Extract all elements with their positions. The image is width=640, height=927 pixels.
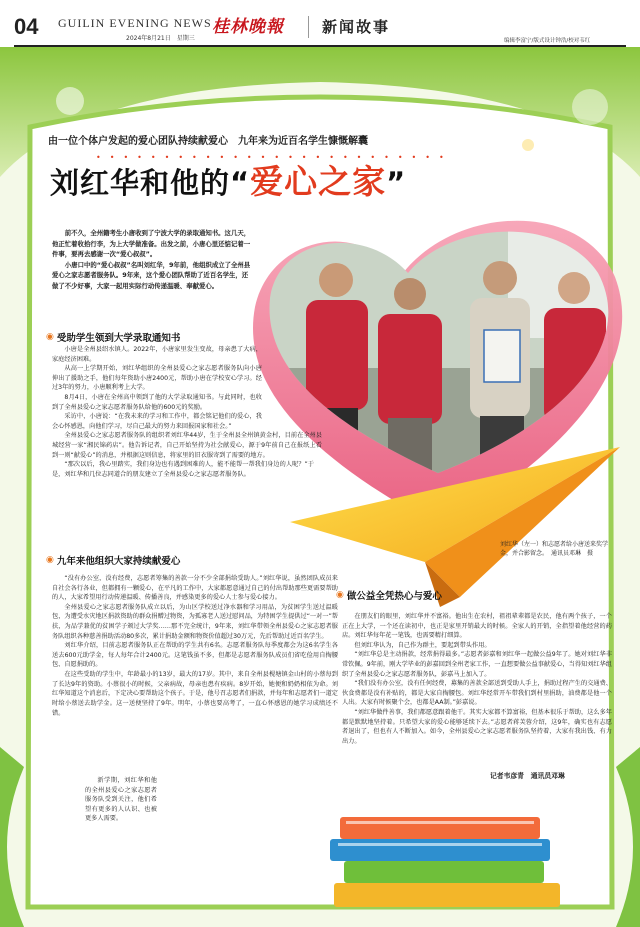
- body-paragraph: 8月4日，小唐在全州高中领到了他的大学录取通知书。与此同时，也收到了全州县爱心之家志愿者服务队给他的600元的奖励。: [52, 394, 262, 411]
- bullet-icon: ◉: [46, 332, 54, 342]
- article-lead: [52, 228, 252, 291]
- article-kicker: 由一位个体户发起的爱心团队持续献爱心 九年来为近百名学生慷慨解囊: [48, 136, 368, 147]
- section1-body: [52, 345, 322, 480]
- body-paragraph: 在朋友们的眼里，刘红华并不富裕。他出生在农村，祖祖辈辈都是农民，他有两个孩子，一个正在上大学，一个还在读初中，也正是家里开销最大的时候。全家人的开销，全指望着他经营的药店。刘红华每年花一笔钱，也需要精打细算。: [342, 613, 612, 640]
- body-paragraph: 全州县爱心之家志愿者服务队的组织者刘红华44岁，生于全州县全州镇黄金村，目前在全州县城经营一家“湘民锦药店”。他告诉记者，自己开始坚持为社会献爱心，源于9年前自己在报纸上看到一则“献爱心”的消息，并根据这则信息，将家里的旧衣服寄到了需要的地方。: [52, 432, 322, 459]
- section3-heading: [336, 588, 442, 602]
- title-prefix: 刘红华和他的“: [50, 166, 251, 200]
- section2-heading: [46, 553, 180, 567]
- body-paragraph: 在这些受助的学生中，年龄最小的13岁，最大的17岁。其中，来自全州县枧塘镇金山村的小蔡每到了长达9年的资助。小蔡很小的时候，父亲病故，母亲也患有疾病。8岁开始，她便和奶奶相依为命。刘红华知道这个消息后，下定决心要帮助这个孩子。于是，他号召志愿者们捐款，并每年和志愿者们一道定时给小蔡送去助学金。这一送便坚持了9年。明年，小蔡也要高考了，一直心怀感恩的她学习成绩还不错。: [52, 671, 338, 717]
- paper-logo: 桂林晚報: [212, 17, 284, 37]
- body-paragraph: 小唐是全州县绍水镇人。2022年，小唐家里发生变故，母亲患了大病，家庭经济困难。: [52, 346, 262, 363]
- issue-date: 2024年8月21日 星期三: [126, 35, 195, 42]
- body-paragraph: “我们没有办公室，没有任何经费，募集的善款全部送到受助人手上，捐助过程产生的交通费、伙食费都是没有补贴的，都是大家自掏腰包。刘红华经常开车带我们到村里捐助，油费都是他一个人出。大家有时候聚个会，也都是AA制。”彭嘉说。: [342, 680, 612, 707]
- title-suffix: ”: [386, 166, 407, 200]
- paper-name: GUILIN EVENING NEWS: [58, 16, 212, 30]
- section2-closing: [85, 776, 157, 824]
- section1-title: 受助学生领到大学录取通知书: [56, 333, 181, 344]
- body-paragraph: 从高一上学期开始，刘红华组织的全州县爱心之家志愿者服务队向小唐伸出了援助之手，他们每年资助小唐2400元，帮助小唐在学校安心学习。经过3年的努力，小唐顺利考上大学。: [52, 365, 262, 392]
- body-paragraph: “刘红华总是主动捐款，经常捐得最多。”志愿者彭嘉和刘红华一起做公益9年了。她对刘红华非常钦佩。9年前，刚大学毕业的彭嘉回到全州老家工作，一直想要做公益事献爱心，当得知刘红华组织了全州县爱心之家志愿者服务队，彭嘉马上加入了。: [342, 651, 612, 678]
- body-paragraph: 但刘红华认为，自己作为群主，要起到带头作用。: [354, 641, 491, 649]
- book-stack: [330, 817, 560, 907]
- article-title: [50, 156, 406, 203]
- title-decoration: ••••••••••••••••••••••••••: [96, 153, 453, 162]
- section2-body: [52, 574, 338, 718]
- editor-credits: 编辑李富宁/版式设计钟浩/校对韦红: [504, 38, 591, 44]
- section3-body: [342, 612, 612, 747]
- section1-heading: [46, 330, 180, 344]
- header-divider: [308, 16, 309, 38]
- article-byline: 记者韦彦青 通讯员邓琳: [490, 772, 565, 780]
- section3-title: 做公益全凭热心与爱心: [346, 591, 442, 602]
- lead-paragraph: 前不久，全州籍考生小唐收到了宁波大学的录取通知书。这几天，他正忙着收拾行李，为上大学做准备。出发之前，小唐心里还惦记着一件事，要再去感谢一次“爱心叔叔”。: [52, 229, 251, 259]
- body-paragraph: 全州县爱心之家志愿者服务队成立以后，为山区学校送过净水器和学习用品，为贫困学生送过温暖包，为遭受水灾地区捐款资助的群众捐赠过物资，为孤寡老人送过慰问品，为特困学生提供过“一对一”帮扶，为品学兼优的贫困学子颁过大学奖……那不完全统计，9年来，刘红华带领全州县爱心之家志愿者服务队组织各种慈善捐助活动80多次，累计捐助金额和物资价值超过30万元，先后帮助过近百名学生。: [52, 603, 338, 640]
- body-paragraph: “刘红华做件善事，我们都愿意跟着他干。其实大家都不算富裕，但基本很乐于帮助，这么多年都是默默地坚持着。只希望大家的爱心能够延续下去。”志愿者蒋芙蓉介绍，这9年，确实也有志愿者退出了，但也有人不断加入。如今，全州县爱心之家志愿者服务队坚持着，大家有我出钱、有力出力。: [342, 709, 612, 745]
- section-name: 新闻故事: [322, 18, 391, 36]
- bullet-icon: ◉: [336, 590, 344, 600]
- section2-title: 九年来他组织大家持续献爱心: [56, 556, 181, 567]
- body-paragraph: 刘红华介绍，目前志愿者服务队正在帮助的学生共有6名。志愿者服务队每季度都会为这6名学生各送去600元助学金，每人每年合计2400元。这笔钱虽不多，但都是志愿者服务队成员们省吃俭用自掏腰包、自愿捐助的。: [52, 642, 338, 669]
- body-paragraph: “那次以后，我心里踏实，我们身边也有遇到困难的人，能不能帮一帮我们身边的人呢？”于是，刘红华和几位志同道合的朋友建立了全州县爱心之家志愿者服务队。: [52, 461, 314, 478]
- lead-paragraph: 小唐口中的“爱心叔叔”名叫刘红华，9年前，他组织成立了全州县爱心之家志愿者服务队。9年来，这个爱心团队帮助了近百名学生，还做了不少好事，大家一起用实际行动传递温暖、奉献爱心。: [52, 260, 251, 290]
- body-paragraph: “没有办公室，没有经费，志愿者筹集的善款一分不少全部捐给受助人。”刘红华说，虽然团队成员来自社会各行各业，但都拥有一颗爱心，在平凡的工作中，大家都愿意通过自己的付出帮助那些更需要帮助的人，大家希望用行动传递温暖、传播善良，并感染更多的爱心人士参与爱心接力。: [52, 575, 338, 602]
- body-paragraph: 采访中，小唐说：“在我未来的学习和工作中，都会铭记他们的爱心，我会心怀感恩，向他们学习，尽自己最大的努力来回报国家和社会。”: [52, 413, 262, 430]
- bullet-icon: ◉: [46, 555, 54, 565]
- title-emphasis: 爱心之家: [250, 162, 387, 201]
- photo-caption: 刘红华（左一）和志愿者给小唐送来奖学金，并合影留念。 通讯员邓琳 摄: [500, 541, 609, 557]
- body-paragraph: 新学期，刘红华和他的全州县爱心之家志愿者服务队受到关注，他们希望有更多的人认识、也被更多人需要。: [85, 777, 157, 823]
- page-header: [0, 0, 640, 46]
- page-number: 04: [14, 14, 39, 39]
